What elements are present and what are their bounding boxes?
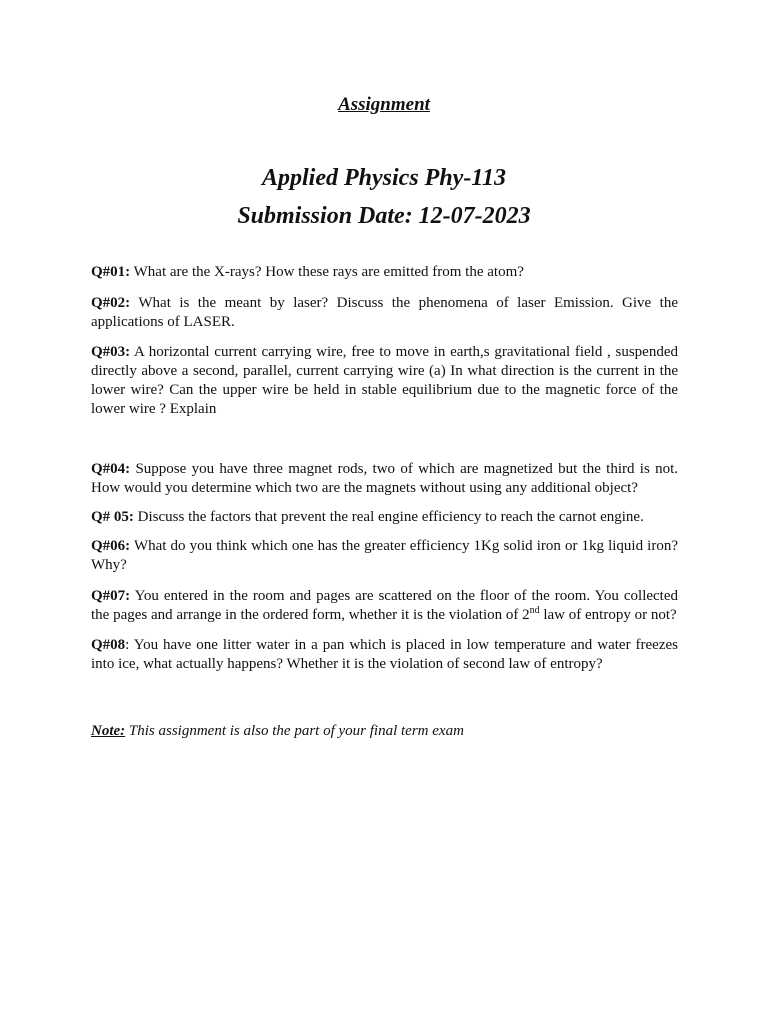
- question-label: Q#06:: [91, 538, 131, 554]
- question-label: Q#08: [91, 637, 126, 653]
- note-label: Note:: [91, 723, 126, 739]
- note-text: This assignment is also the part of your final term exam: [125, 723, 464, 739]
- question-label: Q#01:: [91, 264, 131, 280]
- question-label: Q# 05:: [91, 509, 134, 525]
- question-8: [91, 636, 678, 674]
- note: [91, 722, 678, 741]
- question-text: What is the meant by laser? Discuss the phenomena of laser Emission. Give the applications of LASER.: [91, 295, 678, 330]
- question-text: What do you think which one has the greater efficiency 1Kg solid iron or 1kg liquid iron? Why?: [91, 538, 678, 573]
- question-text: A horizontal current carrying wire, free to move in earth,s gravitational field , suspended directly above a second, parallel, current carrying wire (a) In what direction is the current in the lower wire? Can the upper wire be held in stable equilibrium due to the magnetic force of the lower wire ? Explain: [91, 344, 678, 417]
- question-label: Q#04:: [91, 461, 131, 477]
- submission-date: Submission Date: 12-07-2023: [237, 203, 531, 229]
- question-text-end: law of entropy or not?: [539, 607, 677, 623]
- question-6: [91, 537, 678, 575]
- course-title: Applied Physics Phy-113: [262, 165, 506, 191]
- question-3: [91, 343, 678, 419]
- question-7: [91, 587, 678, 625]
- question-label: Q#03:: [91, 344, 131, 360]
- ordinal-superscript: nd: [529, 605, 540, 616]
- assignment-heading: Assignment: [338, 94, 430, 115]
- question-text: Discuss the factors that prevent the real engine efficiency to reach the carnot engine.: [133, 509, 644, 525]
- question-label: Q#07:: [91, 588, 131, 604]
- question-1: [91, 263, 678, 282]
- question-text: Suppose you have three magnet rods, two of which are magnetized but the third is not. How would you determine which two are the magnets without using any additional object?: [91, 461, 678, 496]
- question-text: You entered in the room and pages are scattered on the floor of the room. You collected the pages and arrange in the ordered form, whether it is the violation of 2: [91, 588, 678, 623]
- question-5: [91, 508, 678, 527]
- question-text: : You have one litter water in a pan which is placed in low temperature and water freezes into ice, what actually happens? Whether it is the violation of second law of entropy?: [91, 637, 678, 672]
- question-2: [91, 294, 678, 332]
- question-text: What are the X-rays? How these rays are emitted from the atom?: [130, 264, 524, 280]
- question-label: Q#02:: [91, 295, 131, 311]
- question-4: [91, 460, 678, 498]
